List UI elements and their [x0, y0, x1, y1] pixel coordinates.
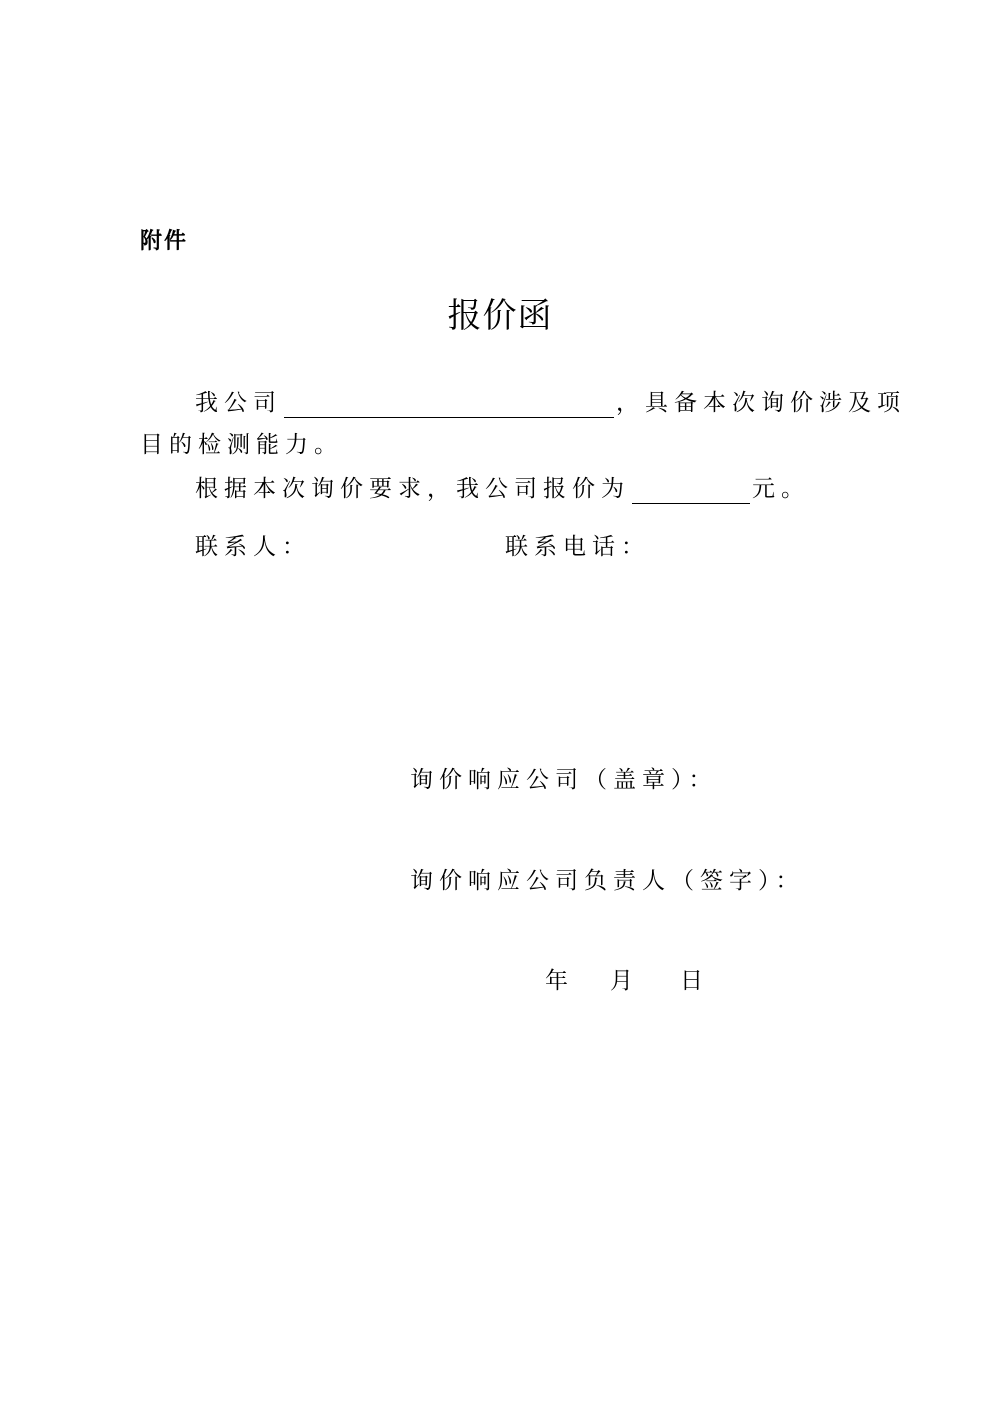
capability-continuation-text: 目的检测能力。: [140, 432, 343, 458]
price-prefix-text: 根据本次询价要求，我公司报价为: [195, 476, 630, 502]
contact-person-label: 联系人：: [195, 534, 311, 560]
company-seal-label: 询价响应公司（盖章）：: [410, 767, 718, 793]
paragraph-company-capability: [195, 388, 906, 418]
company-head-signature-label: 询价响应公司负责人（签字）：: [410, 868, 805, 894]
date-day-label: 日: [680, 968, 709, 994]
date-month-label: 月: [610, 968, 639, 994]
capability-suffix-text: ，具备本次询价涉及项: [616, 390, 906, 416]
price-suffix-text: 元。: [752, 476, 810, 502]
price-blank[interactable]: [632, 477, 750, 504]
attachment-label: 附件: [140, 229, 189, 254]
company-name-blank[interactable]: [284, 391, 614, 418]
document-title: 报价函: [447, 296, 553, 336]
date-year-label: 年: [545, 968, 574, 994]
paragraph-price: [195, 474, 810, 504]
company-prefix-text: 我公司: [195, 390, 282, 416]
contact-phone-label: 联系电话：: [505, 534, 650, 560]
